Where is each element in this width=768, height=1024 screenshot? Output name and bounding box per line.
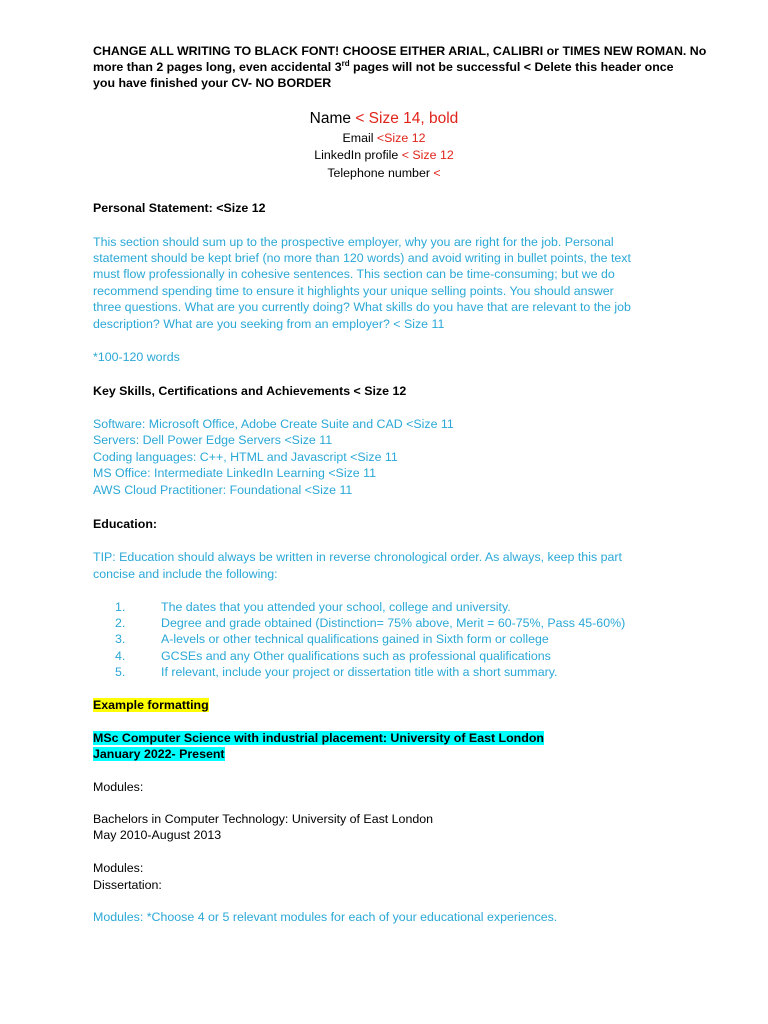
dissertation-label: Dissertation: — [93, 878, 162, 892]
telephone-size-note: < — [433, 166, 441, 180]
education-list-item — [115, 599, 511, 615]
list-number: 4. — [115, 649, 126, 663]
name-size-note: < Size 14, bold — [355, 110, 459, 127]
telephone-line — [0, 165, 768, 181]
list-number: 3. — [115, 632, 126, 646]
education-tip-line: TIP: Education should always be written in reverse chronological order. As always, keep this part — [93, 550, 622, 564]
education-list-item — [115, 631, 549, 647]
list-text: If relevant, include your project or dissertation title with a short summary. — [161, 665, 558, 679]
header-line-1: CHANGE ALL WRITING TO BLACK FONT! CHOOSE EITHER ARIAL, CALIBRI or TIMES NEW ROMAN. No — [93, 44, 707, 58]
msc-dates — [93, 746, 225, 762]
education-list-item — [115, 615, 625, 631]
skill-item: MS Office: Intermediate LinkedIn Learning <Size 11 — [93, 466, 376, 480]
list-text: Degree and grade obtained (Distinction= 75% above, Merit = 60-75%, Pass 45-60%) — [161, 616, 626, 630]
education-tip-line: concise and include the following: — [93, 567, 278, 581]
modules-tip: Modules: *Choose 4 or 5 relevant modules for each of your educational experiences. — [93, 910, 558, 924]
bsc-title: Bachelors in Computer Technology: University of East London — [93, 812, 434, 826]
personal-statement-line: recommend spending time to ensure it highlights your unique selling points. You should answer — [93, 284, 614, 298]
linkedin-size-note: < Size 12 — [401, 148, 454, 162]
education-list-item — [115, 648, 551, 664]
education-list-item — [115, 664, 557, 680]
header-line-2-text: more than 2 pages long, even accidental 3 — [93, 60, 342, 74]
skill-item: Coding languages: C++, HTML and Javascript <Size 11 — [93, 450, 398, 464]
telephone-label: Telephone number — [327, 166, 434, 180]
list-text: GCSEs and any Other qualifications such as professional qualifications — [161, 649, 551, 663]
skills-heading: Key Skills, Certifications and Achievements < Size 12 — [93, 384, 407, 398]
header-line-2-text-rest: pages will not be successful < Delete this header once — [349, 60, 674, 74]
header-line-3: you have finished your CV- NO BORDER — [93, 76, 332, 90]
email-line — [0, 130, 768, 146]
skill-item: AWS Cloud Practitioner: Foundational <Size 11 — [93, 483, 353, 497]
word-count-note: *100-120 words — [93, 350, 180, 364]
example-formatting-highlight: Example formatting — [93, 698, 209, 712]
personal-statement-line: description? What are you seeking from an employer? < Size 11 — [93, 317, 445, 331]
linkedin-label: LinkedIn profile — [314, 148, 402, 162]
personal-statement-line: three questions. What are you currently doing? What skills do you have that are relevant to the job — [93, 300, 631, 314]
modules-label: Modules: — [93, 861, 144, 875]
header-superscript: rd — [341, 58, 350, 68]
skill-item: Software: Microsoft Office, Adobe Create Suite and CAD <Size 11 — [93, 417, 454, 431]
education-heading: Education: — [93, 517, 158, 531]
email-size-note: <Size 12 — [376, 131, 426, 145]
modules-label: Modules: — [93, 780, 144, 794]
personal-statement-line: This section should sum up to the prospective employer, why you are right for the job. Personal — [93, 235, 614, 249]
skill-item: Servers: Dell Power Edge Servers <Size 11 — [93, 433, 333, 447]
list-text: A-levels or other technical qualifications gained in Sixth form or college — [161, 632, 549, 646]
list-number: 1. — [115, 600, 126, 614]
personal-statement-line: must flow professionally in cohesive sentences. This section can be time-consuming; but we do — [93, 267, 615, 281]
linkedin-line — [0, 147, 768, 163]
msc-dates-highlight: January 2022- Present — [93, 747, 225, 761]
personal-statement-heading: Personal Statement: <Size 12 — [93, 201, 266, 215]
list-number: 5. — [115, 665, 126, 679]
name-label: Name — [309, 110, 356, 127]
list-text: The dates that you attended your school, college and university. — [161, 600, 511, 614]
list-number: 2. — [115, 616, 126, 630]
msc-title — [93, 730, 544, 746]
bsc-dates: May 2010-August 2013 — [93, 828, 222, 842]
header-line-2 — [93, 59, 674, 75]
email-label: Email — [342, 131, 377, 145]
msc-title-highlight: MSc Computer Science with industrial placement: University of East London — [93, 731, 544, 745]
personal-statement-line: statement should be kept brief (no more than 120 words) and avoid writing in bullet points, the text — [93, 251, 631, 265]
name-line — [0, 109, 768, 129]
example-formatting-label — [93, 697, 209, 713]
